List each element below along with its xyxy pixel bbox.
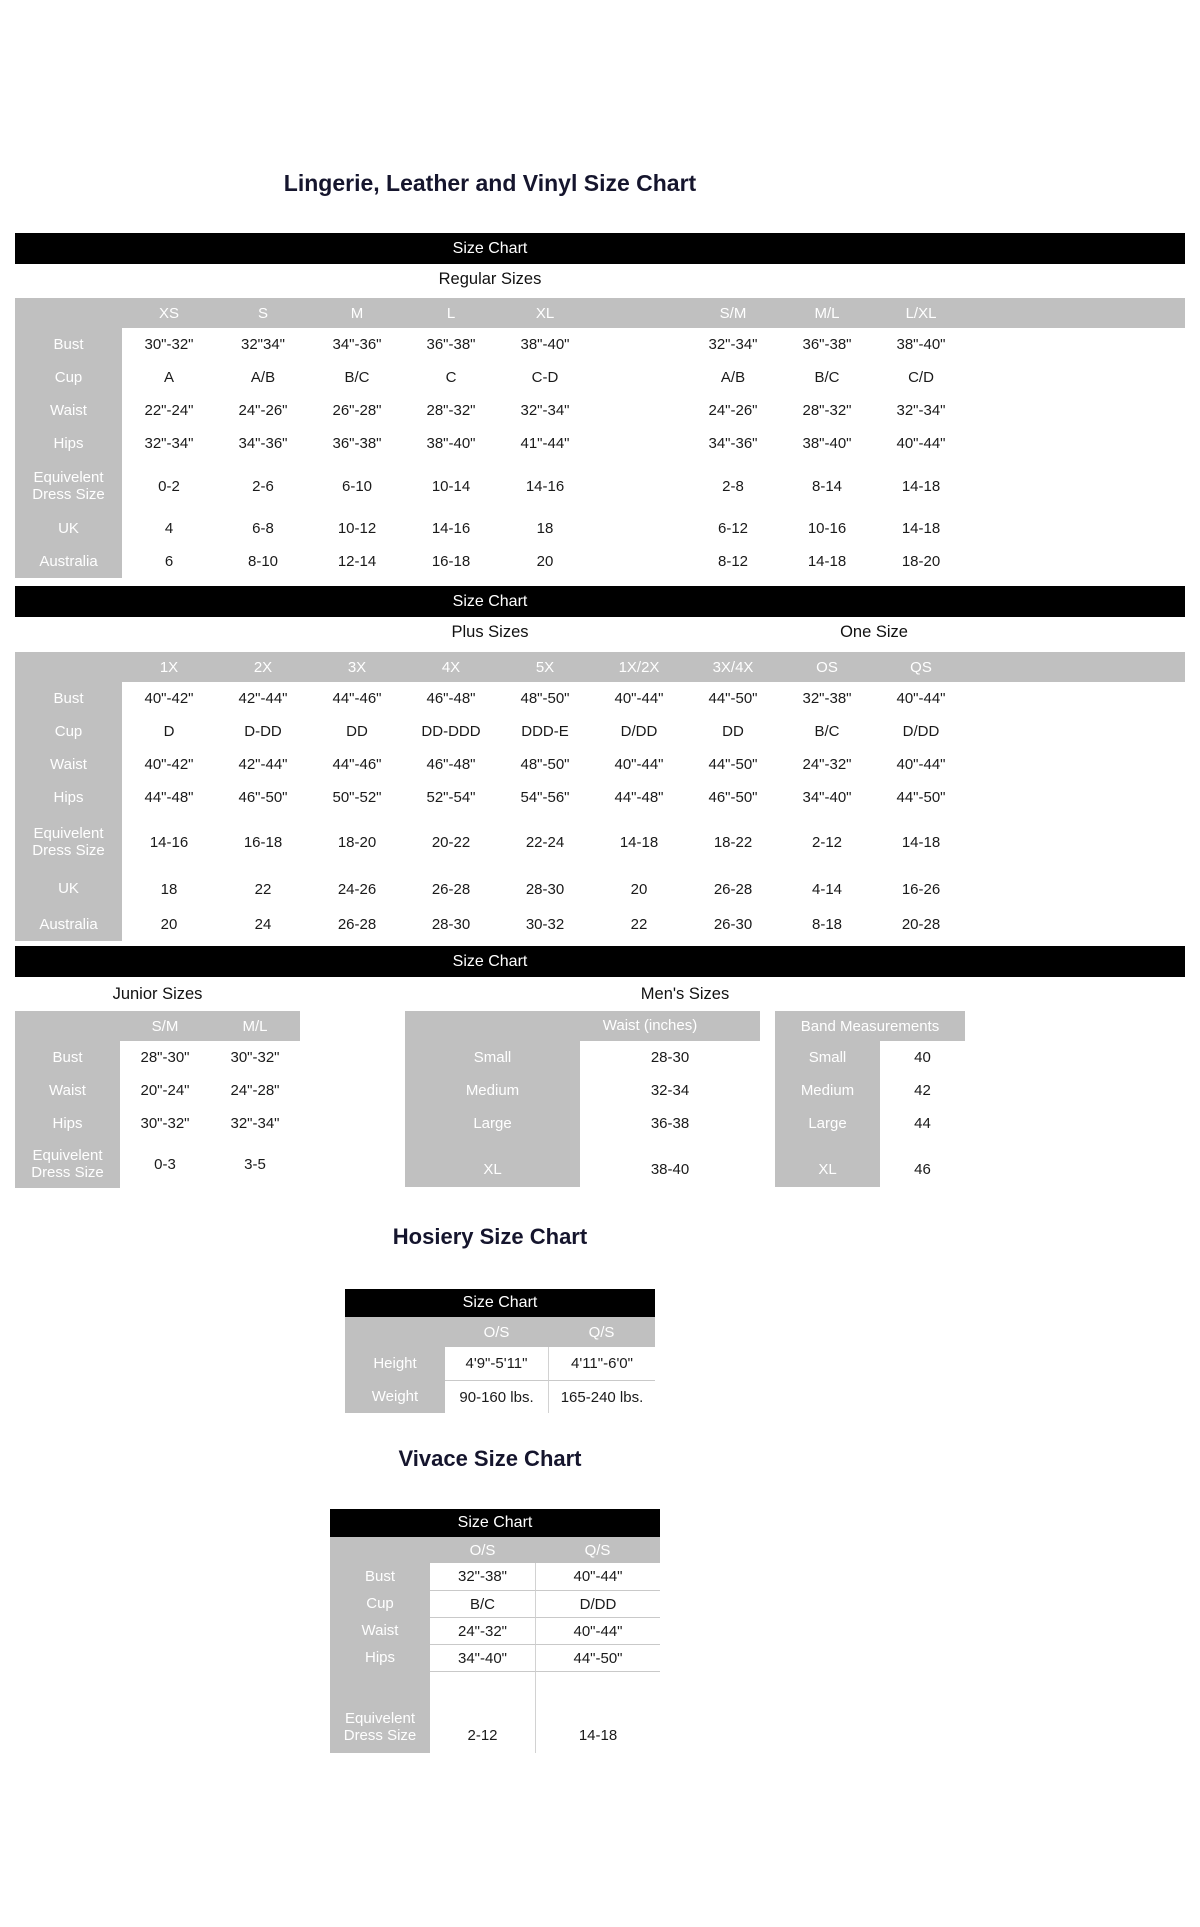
cell: 14-18 [901, 520, 941, 537]
table-row [405, 1041, 760, 1074]
cell: 44"-50" [708, 690, 758, 707]
cell: 40"-44" [896, 756, 946, 773]
cell: 40"-44" [614, 690, 664, 707]
row-label: Waist [15, 394, 122, 427]
cell: 30"-32" [144, 336, 194, 353]
cell: 10-14 [431, 477, 471, 495]
cell: 24"-26" [708, 402, 758, 419]
cell: 32"-34" [144, 435, 194, 452]
regular-sizes-table [15, 298, 1185, 578]
cell: 48"-50" [520, 690, 570, 707]
mens-waist-section [405, 1011, 760, 1188]
row-label: XL [775, 1140, 880, 1187]
cell: 16-26 [901, 880, 941, 898]
mens-sizes-heading: Men's Sizes [640, 985, 730, 1003]
cell: 32"-34" [520, 402, 570, 419]
cell: 46"-50" [708, 789, 758, 806]
cell: 44 [914, 1115, 931, 1132]
cell: 36"-38" [802, 336, 852, 353]
cell: 44"-46" [332, 756, 382, 773]
hosiery-table-body [345, 1317, 655, 1413]
table-row [775, 1074, 965, 1107]
junior-mens-heading-row [15, 980, 1185, 1008]
one-size-heading: One Size [840, 623, 908, 641]
cell: 32"-38" [430, 1563, 535, 1590]
row-label: Hips [15, 781, 122, 814]
cell: 6-12 [717, 520, 749, 537]
column-header: OS [816, 658, 838, 676]
cell: 18-20 [337, 833, 377, 851]
cell: 14-16 [149, 833, 189, 851]
cell: 40"-44" [896, 435, 946, 452]
cell: 26-28 [431, 880, 471, 898]
column-header: M/L [242, 1017, 268, 1035]
row-label: Waist [15, 1074, 120, 1107]
cell: 24 [254, 916, 272, 933]
cell: 8-12 [717, 553, 749, 570]
cell [592, 394, 686, 427]
column-header: 3X/4X [712, 658, 754, 676]
cell: 28"-30" [140, 1049, 190, 1066]
row-label: Large [775, 1107, 880, 1140]
header-label-spacer [15, 652, 122, 682]
table-row [330, 1617, 660, 1644]
cell [592, 512, 686, 545]
cell: C [445, 369, 457, 386]
cell: 14-18 [535, 1671, 660, 1753]
cell: 4 [164, 520, 174, 537]
table-row [15, 328, 1185, 361]
cell: 36-38 [650, 1115, 690, 1132]
column-header: 1X/2X [618, 658, 660, 676]
cell: 6-10 [341, 477, 373, 495]
table-row [15, 781, 1185, 814]
junior-mens-gap [300, 1011, 405, 1188]
cell: 34"-36" [708, 435, 758, 452]
mens-band-column-header: Band Measurements [800, 1017, 940, 1035]
table-row [15, 682, 1185, 715]
cell: 14-18 [901, 833, 941, 851]
row-label: Large [405, 1107, 580, 1140]
cell: D [163, 723, 175, 740]
plus-sizes-table [15, 652, 1185, 941]
mens-section-gap [760, 1011, 775, 1188]
cell: 8-14 [811, 477, 843, 495]
plus-sizes-heading-row [15, 619, 1185, 645]
mens-sizes-table [405, 1011, 965, 1188]
mens-band-header-row [775, 1011, 965, 1041]
cell: 0-3 [154, 1155, 176, 1173]
cell: 44"-50" [535, 1644, 660, 1671]
regular-sizes-heading-row [15, 266, 1185, 292]
size-chart-bar-regular [15, 233, 1185, 264]
table-header-row [330, 1537, 660, 1563]
column-header: M [350, 304, 364, 322]
row-label: Equivelent Dress Size [15, 814, 122, 870]
column-header: XL [535, 304, 555, 322]
table-row [15, 460, 1185, 512]
size-chart-bar-hosiery [345, 1289, 655, 1317]
column-header: Q/S [584, 1541, 611, 1559]
column-header: S/M [719, 304, 747, 322]
cell: 44"-48" [614, 789, 664, 806]
cell: 32"-34" [230, 1115, 280, 1132]
cell: 52"-54" [426, 789, 476, 806]
table-row [775, 1140, 965, 1187]
cell: 2-12 [811, 833, 843, 851]
cell [592, 427, 686, 460]
cell: 32"-34" [896, 402, 946, 419]
row-label: UK [15, 512, 122, 545]
cell: 30-32 [525, 916, 565, 933]
cell: 44"-48" [144, 789, 194, 806]
cell: 44"-50" [896, 789, 946, 806]
column-header: 3X [347, 658, 367, 676]
table-row [15, 908, 1185, 941]
table-header-row [15, 298, 1185, 328]
table-row [15, 1074, 300, 1107]
cell: 40"-42" [144, 756, 194, 773]
table-row [15, 512, 1185, 545]
cell: 34"-40" [430, 1644, 535, 1671]
header-label-spacer [330, 1537, 430, 1563]
junior-sizes-table [15, 1011, 300, 1188]
cell: 40"-44" [896, 690, 946, 707]
cell: DD [346, 723, 368, 740]
mens-band-section [775, 1011, 965, 1188]
table-row [15, 715, 1185, 748]
cell: B/C [344, 369, 370, 386]
size-chart-bar-plus [15, 586, 1185, 617]
cell: D/DD [620, 723, 658, 740]
cell: 32"-38" [802, 690, 852, 707]
row-label: Hips [330, 1644, 430, 1671]
table-row [345, 1347, 655, 1380]
cell: 4-14 [811, 880, 843, 898]
row-label: Small [775, 1041, 880, 1074]
cell: 46"-48" [426, 756, 476, 773]
cell: 46"-48" [426, 690, 476, 707]
column-header: Q/S [588, 1323, 615, 1341]
table-row [15, 427, 1185, 460]
cell: 4'11"-6'0" [548, 1347, 655, 1380]
hosiery-size-table [345, 1289, 655, 1413]
table-row [15, 1107, 300, 1140]
table-row [330, 1671, 660, 1753]
row-label: Equivelent Dress Size [15, 460, 122, 512]
cell: 10-16 [807, 520, 847, 537]
row-label: Medium [775, 1074, 880, 1107]
cell: 14-18 [807, 553, 847, 570]
hosiery-title: Hosiery Size Chart [392, 1224, 588, 1249]
cell: 16-18 [243, 833, 283, 851]
cell: 20"-24" [140, 1082, 190, 1099]
cell: 38"-40" [520, 336, 570, 353]
plus-sizes-heading: Plus Sizes [451, 623, 529, 641]
cell: 28"-32" [802, 402, 852, 419]
mens-waist-column-header: Waist (inches) [602, 1017, 698, 1034]
row-label: XL [405, 1140, 580, 1187]
table-row [775, 1107, 965, 1140]
cell: 22-24 [525, 833, 565, 851]
cell: 18 [536, 520, 554, 537]
cell: DDD-E [521, 723, 569, 740]
cell: 2-6 [252, 477, 274, 495]
size-chart-bar-label: Size Chart [452, 952, 528, 970]
cell: 20 [160, 916, 178, 933]
cell: 26"-28" [332, 402, 382, 419]
row-label: Bust [15, 328, 122, 361]
cell: 20 [536, 553, 554, 570]
header-label-spacer [345, 1317, 445, 1347]
row-label: Cup [15, 361, 122, 394]
cell: 22"-24" [144, 402, 194, 419]
column-header: O/S [483, 1323, 510, 1341]
cell: A/B [250, 369, 276, 386]
cell: 28-30 [650, 1049, 690, 1066]
cell: 28-30 [431, 916, 471, 933]
cell: 22 [630, 916, 648, 933]
column-header: QS [910, 658, 932, 676]
vivace-title: Vivace Size Chart [398, 1446, 582, 1471]
cell: 44"-50" [708, 756, 758, 773]
cell: D/DD [902, 723, 940, 740]
row-label: Cup [330, 1590, 430, 1617]
cell: 32"-34" [708, 336, 758, 353]
cell: 6 [164, 553, 174, 570]
cell: 34"-40" [802, 789, 852, 806]
cell: B/C [814, 723, 840, 740]
cell: 24"-26" [238, 402, 288, 419]
row-label: Hips [15, 427, 122, 460]
cell: 42"-44" [238, 756, 288, 773]
column-header: O/S [469, 1541, 496, 1559]
table-row [405, 1107, 760, 1140]
column-header: 4X [441, 658, 461, 676]
cell: 14-16 [431, 520, 471, 537]
table-row [15, 545, 1185, 578]
cell: B/C [430, 1590, 535, 1617]
cell: 30"-32" [140, 1115, 190, 1132]
cell: 50"-52" [332, 789, 382, 806]
row-label: Cup [15, 715, 122, 748]
cell: 42 [914, 1082, 931, 1099]
cell: 34"-36" [332, 336, 382, 353]
table-row [15, 748, 1185, 781]
table-row [330, 1563, 660, 1590]
cell: A [163, 369, 174, 386]
cell: 20-28 [901, 916, 941, 933]
column-header: M/L [814, 304, 840, 322]
header-label-spacer [15, 298, 122, 328]
cell: 38"-40" [426, 435, 476, 452]
cell [592, 460, 686, 512]
cell: 6-8 [252, 520, 274, 537]
row-label: Equivelent Dress Size [15, 1140, 120, 1188]
cell: 24"-32" [430, 1617, 535, 1644]
row-label: Medium [405, 1074, 580, 1107]
row-label: Waist [15, 748, 122, 781]
cell: 34"-36" [238, 435, 288, 452]
column-header: 2X [253, 658, 273, 676]
table-header-row [345, 1317, 655, 1347]
row-label: Small [405, 1041, 580, 1074]
cell: 26-30 [713, 916, 753, 933]
table-row [345, 1380, 655, 1413]
cell: 46 [914, 1161, 931, 1178]
cell: D/DD [535, 1590, 660, 1617]
table-row [15, 361, 1185, 394]
cell: 26-28 [713, 880, 753, 898]
column-header: XS [158, 304, 179, 322]
cell: 40"-44" [535, 1617, 660, 1644]
cell: C-D [531, 369, 559, 386]
cell: 46"-50" [238, 789, 288, 806]
cell: B/C [814, 369, 840, 386]
column-header: L/XL [905, 304, 937, 322]
cell: 38-40 [650, 1161, 690, 1178]
table-row [15, 870, 1185, 908]
header-label-spacer [15, 1011, 120, 1041]
table-row [775, 1041, 965, 1074]
size-chart-bar-label: Size Chart [452, 592, 528, 610]
cell: 40 [914, 1049, 931, 1066]
column-header: L [446, 304, 456, 322]
cell: 32-34 [650, 1082, 690, 1099]
cell [592, 545, 686, 578]
cell: 10-12 [337, 520, 377, 537]
table-row [15, 394, 1185, 427]
table-header-row [15, 1011, 300, 1041]
size-chart-bar-label: Size Chart [452, 239, 528, 257]
table-row [405, 1074, 760, 1107]
cell: 24-26 [337, 880, 377, 898]
cell: 38"-40" [802, 435, 852, 452]
table-row [15, 1041, 300, 1074]
table-row [330, 1590, 660, 1617]
cell: 42"-44" [238, 690, 288, 707]
table-row [405, 1140, 760, 1187]
row-label: Waist [330, 1617, 430, 1644]
row-label: Height [345, 1347, 445, 1380]
junior-mens-tables [15, 1011, 1185, 1188]
column-header [592, 298, 686, 328]
cell: 4'9"-5'11" [445, 1347, 548, 1380]
cell: 44"-46" [332, 690, 382, 707]
cell: 18-20 [901, 553, 941, 570]
row-label: Bust [330, 1563, 430, 1590]
cell: 26-28 [337, 916, 377, 933]
cell: 18-22 [713, 833, 753, 851]
column-header: S [257, 304, 268, 322]
cell: 22 [254, 880, 272, 898]
cell: 16-18 [431, 553, 471, 570]
junior-sizes-heading: Junior Sizes [112, 985, 203, 1003]
cell: A/B [720, 369, 746, 386]
table-row [15, 1140, 300, 1188]
row-label: Hips [15, 1107, 120, 1140]
cell: 3-5 [244, 1155, 266, 1173]
row-label: UK [15, 870, 122, 908]
cell: DD [722, 723, 744, 740]
cell: D-DD [244, 723, 282, 740]
cell: 18 [160, 880, 178, 898]
row-label: Weight [345, 1380, 445, 1413]
cell: 30"-32" [230, 1049, 280, 1066]
cell: 165-240 lbs. [548, 1380, 655, 1413]
size-chart-bar-label: Size Chart [462, 1294, 538, 1311]
table-row [15, 814, 1185, 870]
cell: 36"-38" [332, 435, 382, 452]
cell: 2-12 [430, 1671, 535, 1753]
cell: 40"-44" [535, 1563, 660, 1590]
cell: 14-16 [525, 477, 565, 495]
cell: 90-160 lbs. [445, 1380, 548, 1413]
cell: 20-22 [431, 833, 471, 851]
row-label: Australia [15, 545, 122, 578]
cell: 24"-28" [230, 1082, 280, 1099]
cell: 14-18 [619, 833, 659, 851]
mens-waist-header-row [405, 1011, 760, 1041]
cell [592, 361, 686, 394]
cell: 2-8 [722, 477, 744, 495]
vivace-table-body [330, 1537, 660, 1753]
cell: 41"-44" [520, 435, 570, 452]
cell: 32"34" [240, 336, 286, 353]
row-label: Bust [15, 682, 122, 715]
regular-sizes-heading: Regular Sizes [438, 270, 542, 288]
size-chart-bar-vivace [330, 1509, 660, 1537]
column-header: 5X [535, 658, 555, 676]
cell: C/D [908, 369, 934, 386]
row-label: Equivelent Dress Size [330, 1671, 430, 1753]
page-title: Lingerie, Leather and Vinyl Size Chart [283, 170, 697, 196]
cell: 54"-56" [520, 789, 570, 806]
size-chart-bar-junior-mens [15, 946, 1185, 977]
cell: 28"-32" [426, 402, 476, 419]
cell: 0-2 [158, 477, 180, 495]
cell: 8-18 [811, 916, 843, 933]
cell: 20 [630, 880, 648, 898]
row-label: Bust [15, 1041, 120, 1074]
cell: 48"-50" [520, 756, 570, 773]
cell: 36"-38" [426, 336, 476, 353]
column-header: S/M [151, 1017, 179, 1035]
vivace-size-table [330, 1509, 660, 1753]
cell: 24"-32" [802, 756, 852, 773]
cell: 14-18 [901, 477, 941, 495]
size-chart-bar-label: Size Chart [457, 1514, 533, 1531]
table-row [330, 1644, 660, 1671]
cell: 40"-42" [144, 690, 194, 707]
cell [592, 328, 686, 361]
cell: DD-DDD [421, 723, 481, 740]
cell: 38"-40" [896, 336, 946, 353]
column-header: 1X [159, 658, 179, 676]
table-header-row [15, 652, 1185, 682]
cell: 8-10 [247, 553, 279, 570]
cell: 12-14 [337, 553, 377, 570]
row-label: Australia [15, 908, 122, 941]
cell: 28-30 [525, 880, 565, 898]
cell: 40"-44" [614, 756, 664, 773]
